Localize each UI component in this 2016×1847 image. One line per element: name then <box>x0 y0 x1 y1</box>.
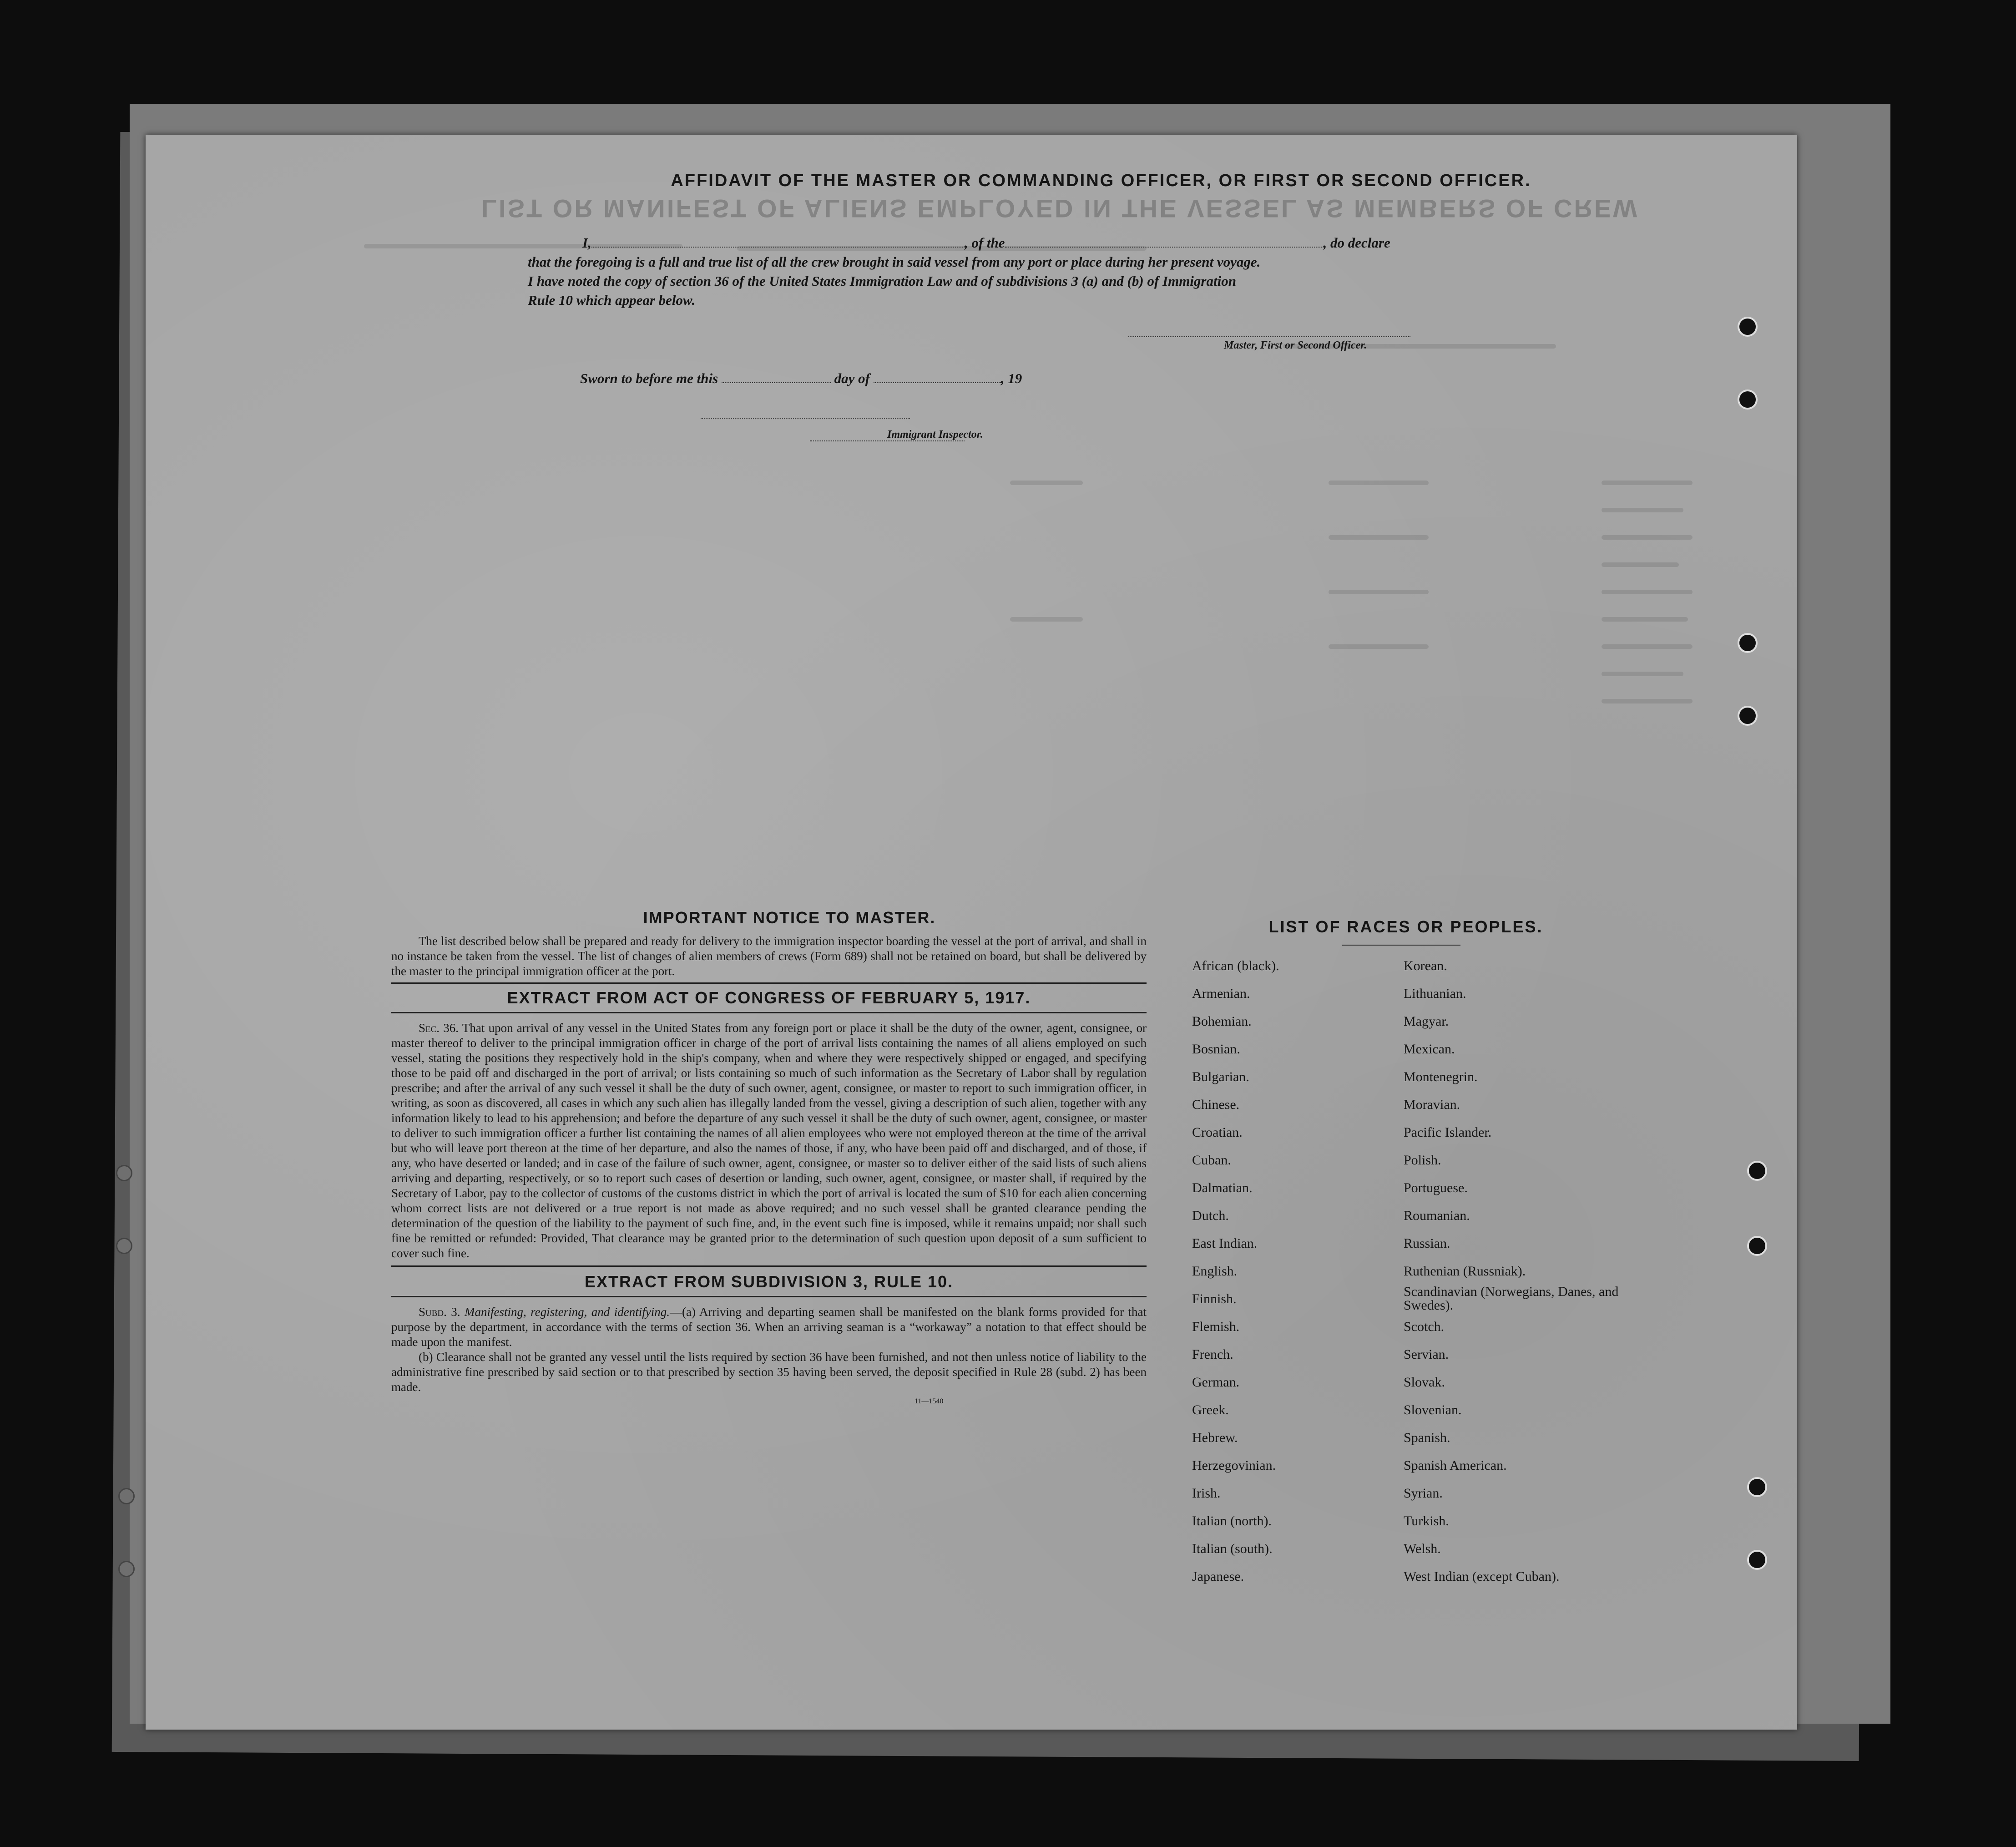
section-rule <box>391 1296 1147 1297</box>
race-item: Montenegrin. <box>1404 1069 1478 1084</box>
affidavit-line-3: I have noted the copy of section 36 of the United States Immigration Law and of subdivisions 3 (a) and (b) of Immigration <box>528 273 1236 289</box>
ghost-mark <box>1602 562 1679 567</box>
race-item: Bohemian. <box>1192 1014 1252 1029</box>
ghost-mark <box>1602 535 1693 540</box>
race-item: Greek. <box>1192 1402 1229 1417</box>
punch-hole <box>1738 706 1758 726</box>
affidavit-declare: , do declare <box>1323 235 1390 251</box>
master-signature-line <box>1128 336 1410 337</box>
race-item: Bulgarian. <box>1192 1069 1249 1084</box>
section-rule <box>391 982 1147 984</box>
punch-hole <box>116 1165 132 1181</box>
races-title-rule <box>1342 945 1460 946</box>
subd-label: Subd. 3. <box>419 1305 460 1319</box>
master-signature-label: Master, First or Second Officer. <box>1224 339 1367 351</box>
race-item: English. <box>1192 1264 1238 1279</box>
ghost-mark <box>1602 672 1683 676</box>
race-item: Bosnian. <box>1192 1042 1240 1057</box>
race-item: Dalmatian. <box>1192 1180 1253 1195</box>
sworn-month-blank <box>874 382 1001 383</box>
race-item: Scandinavian (Norwegians, Danes, and Swedes). <box>1404 1284 1619 1313</box>
race-item: Hebrew. <box>1192 1430 1238 1445</box>
affidavit-line-4: Rule 10 which appear below. <box>528 292 696 308</box>
notice-body: The list described below shall be prepared and ready for delivery to the immigration inspector boarding the vessel at the port of arrival, and shall in no instance be taken from the vessel. The list of changes of alien members of crews (Form 689) shall not be retained on board, but shall be delivered by the master to the principal immigration officer at the port. <box>391 934 1147 978</box>
document-page <box>146 135 1797 1730</box>
race-item: Spanish American. <box>1404 1458 1507 1473</box>
race-item: Ruthenian (Russniak). <box>1404 1264 1526 1279</box>
race-item: Korean. <box>1404 958 1447 973</box>
bleed-through-title: LIST OR MANIFEST OF ALIENS EMPLOYED IN THE VESSEL AS MEMBERS OF CREW <box>481 194 1639 223</box>
sworn-text: Sworn to before me this <box>580 370 718 386</box>
race-item: Lithuanian. <box>1404 986 1466 1001</box>
ghost-mark <box>1010 617 1083 622</box>
affidavit-of-the: , of the <box>964 235 1005 251</box>
race-item: Cuban. <box>1192 1153 1231 1168</box>
race-item: Roumanian. <box>1404 1208 1470 1223</box>
race-item: West Indian (except Cuban). <box>1404 1569 1560 1584</box>
ghost-mark <box>1602 617 1688 622</box>
form-number: 11—1540 <box>915 1397 944 1405</box>
notice-column <box>391 908 1147 1406</box>
race-item: Portuguese. <box>1404 1180 1468 1195</box>
punch-hole <box>1747 1161 1767 1181</box>
race-item: Dutch. <box>1192 1208 1229 1223</box>
punch-hole <box>1738 317 1758 337</box>
inspector-signature-line-upper <box>701 418 910 419</box>
race-item: Polish. <box>1404 1153 1441 1168</box>
race-item: Russian. <box>1404 1236 1450 1251</box>
section-36-text: That upon arrival of any vessel in the United States from any foreign port or place it shall be the duty of the owner, agent, consignee, or master thereof to deliver to the principal immigration officer in charge of the port of arrival lists containing the names of all aliens employed on such vessel, stating the positions they respectively hold in the ship's company, when and where they were respectively shipped or engaged, and specifying those to be paid off and discharged in the port of arrival; or lists containing so much of such information as the Secretary of Labor shall by regulation prescribe; and after the arrival of any such vessel it shall be the duty of such owner, agent, consignee, or master to report to such immigration officer, in writing, as soon as discovered, all cases in which any such alien has illegally landed from the vessel, giving a description of such alien, together with any information likely to lead to his apprehension; and before the departure of any such vessel it shall be the duty of such owner, agent, consignee, or master to deliver to such immigration officer a further list containing the names of all alien employees who were not employed thereon at the time of the arrival but who will leave port thereon at the time of her departure, and also the names of those, if any, who have been paid off and discharged, and of those, if any, who have deserted or landed; and in case of the failure of such owner, agent, consignee, or master so to deliver either of the said lists of such aliens arriving and departing, respectively, or so to report such cases of desertion or landing, such owner, agent, consignee, or master shall, if required by the Secretary of Labor, pay to the collector of customs of the customs district in which the port of arrival is located the sum of $10 for each alien concerning whom correct lists are not delivered or a true report is not made as above required; and no such vessel shall be granted clearance pending the determination of the question of the liability to the payment of such fine, and, in the event such fine is imposed, while it remains unpaid; nor shall such fine be remitted or refunded: Provided, That clearance may be granted prior to the determination of such question upon deposit of a sum sufficient to cover such fine. <box>391 1021 1147 1260</box>
name-blank <box>591 246 965 248</box>
race-item: Spanish. <box>1404 1430 1450 1445</box>
race-item: Finnish. <box>1192 1291 1237 1306</box>
subd-part-a: —(a) Arriving and departing seamen shall be manifested on the blank forms provided for that purpose by the department, in accordance with the terms of section 36. When an arriving seaman is a “workaway” a notation to that effect should be made upon the manifest. <box>391 1305 1147 1349</box>
punch-hole <box>1738 390 1758 410</box>
ghost-mark <box>1602 481 1693 485</box>
rule-extract-title: EXTRACT FROM SUBDIVISION 3, RULE 10. <box>584 1272 954 1291</box>
race-item: Slovenian. <box>1404 1402 1462 1417</box>
ghost-mark <box>1329 590 1429 594</box>
race-item: Chinese. <box>1192 1097 1240 1112</box>
race-item: Croatian. <box>1192 1125 1243 1140</box>
race-item: Mexican. <box>1404 1042 1455 1057</box>
race-item: Italian (south). <box>1192 1541 1273 1556</box>
race-item: Japanese. <box>1192 1569 1244 1584</box>
ghost-mark <box>1329 535 1429 540</box>
ghost-mark <box>1329 644 1429 649</box>
ghost-mark <box>1602 508 1683 512</box>
sworn-day-of: day of <box>834 370 870 386</box>
race-item: French. <box>1192 1347 1233 1362</box>
ghost-mark <box>1602 644 1693 649</box>
punch-hole <box>1747 1236 1767 1256</box>
race-item: Slovak. <box>1404 1375 1445 1390</box>
races-title: LIST OF RACES OR PEOPLES. <box>1268 917 1543 936</box>
ghost-mark <box>1010 481 1083 485</box>
punch-hole <box>116 1238 132 1254</box>
punch-hole <box>1747 1477 1767 1497</box>
race-item: Welsh. <box>1404 1541 1441 1556</box>
race-item: Turkish. <box>1404 1513 1449 1528</box>
race-item: Servian. <box>1404 1347 1449 1362</box>
act-extract-title: EXTRACT FROM ACT OF CONGRESS OF FEBRUARY 5, 1917. <box>507 988 1031 1007</box>
section-label: Sec. 36. <box>419 1021 459 1035</box>
punch-hole <box>1747 1550 1767 1570</box>
sworn-year: , 19 <box>1000 370 1022 386</box>
rule-subd-3-b: (b) Clearance shall not be granted any vessel until the lists required by section 36 have been furnished, and not then unless notice of liability to the administrative fine prescribed by said section or to that prescribed by section 35 having been served, the deposit specified in Rule 28 (subd. 2) has been made. <box>391 1350 1147 1394</box>
sworn-day-blank <box>722 382 831 383</box>
section-rule <box>391 1012 1147 1013</box>
affidavit-i: I, <box>582 235 591 251</box>
section-rule <box>391 1265 1147 1267</box>
race-item: African (black). <box>1192 958 1279 973</box>
race-item: Pacific Islander. <box>1404 1125 1492 1140</box>
race-item: Scotch. <box>1404 1319 1445 1334</box>
ghost-mark <box>1602 590 1693 594</box>
race-item: German. <box>1192 1375 1240 1390</box>
race-item: Irish. <box>1192 1486 1221 1501</box>
act-section-36 <box>391 1021 1147 1261</box>
rule-subd-3-a <box>391 1305 1147 1350</box>
race-item: Syrian. <box>1404 1486 1443 1501</box>
affidavit-title: AFFIDAVIT OF THE MASTER OR COMMANDING OFFICER, OR FIRST OR SECOND OFFICER. <box>671 171 1531 190</box>
ghost-mark <box>1329 481 1429 485</box>
punch-hole <box>118 1561 135 1577</box>
race-item: Italian (north). <box>1192 1513 1272 1528</box>
subd-heading: Manifesting, registering, and identifying. <box>464 1305 670 1319</box>
ghost-mark <box>1602 699 1693 703</box>
race-item: Moravian. <box>1404 1097 1460 1112</box>
inspector-signature-label: Immigrant Inspector. <box>887 429 983 440</box>
punch-hole <box>118 1488 135 1504</box>
punch-hole <box>1738 633 1758 653</box>
race-item: Armenian. <box>1192 986 1250 1001</box>
race-item: East Indian. <box>1192 1236 1258 1251</box>
affidavit-line-2: that the foregoing is a full and true list of all the crew brought in said vessel from any port or place during her present voyage. <box>528 254 1261 270</box>
race-item: Flemish. <box>1192 1319 1240 1334</box>
race-item: Magyar. <box>1404 1014 1449 1029</box>
notice-title: IMPORTANT NOTICE TO MASTER. <box>643 908 936 927</box>
affidavit-declaration-line <box>582 235 1390 251</box>
vessel-blank <box>1005 246 1324 248</box>
sworn-line <box>580 370 1022 387</box>
race-item: Herzegovinian. <box>1192 1458 1276 1473</box>
